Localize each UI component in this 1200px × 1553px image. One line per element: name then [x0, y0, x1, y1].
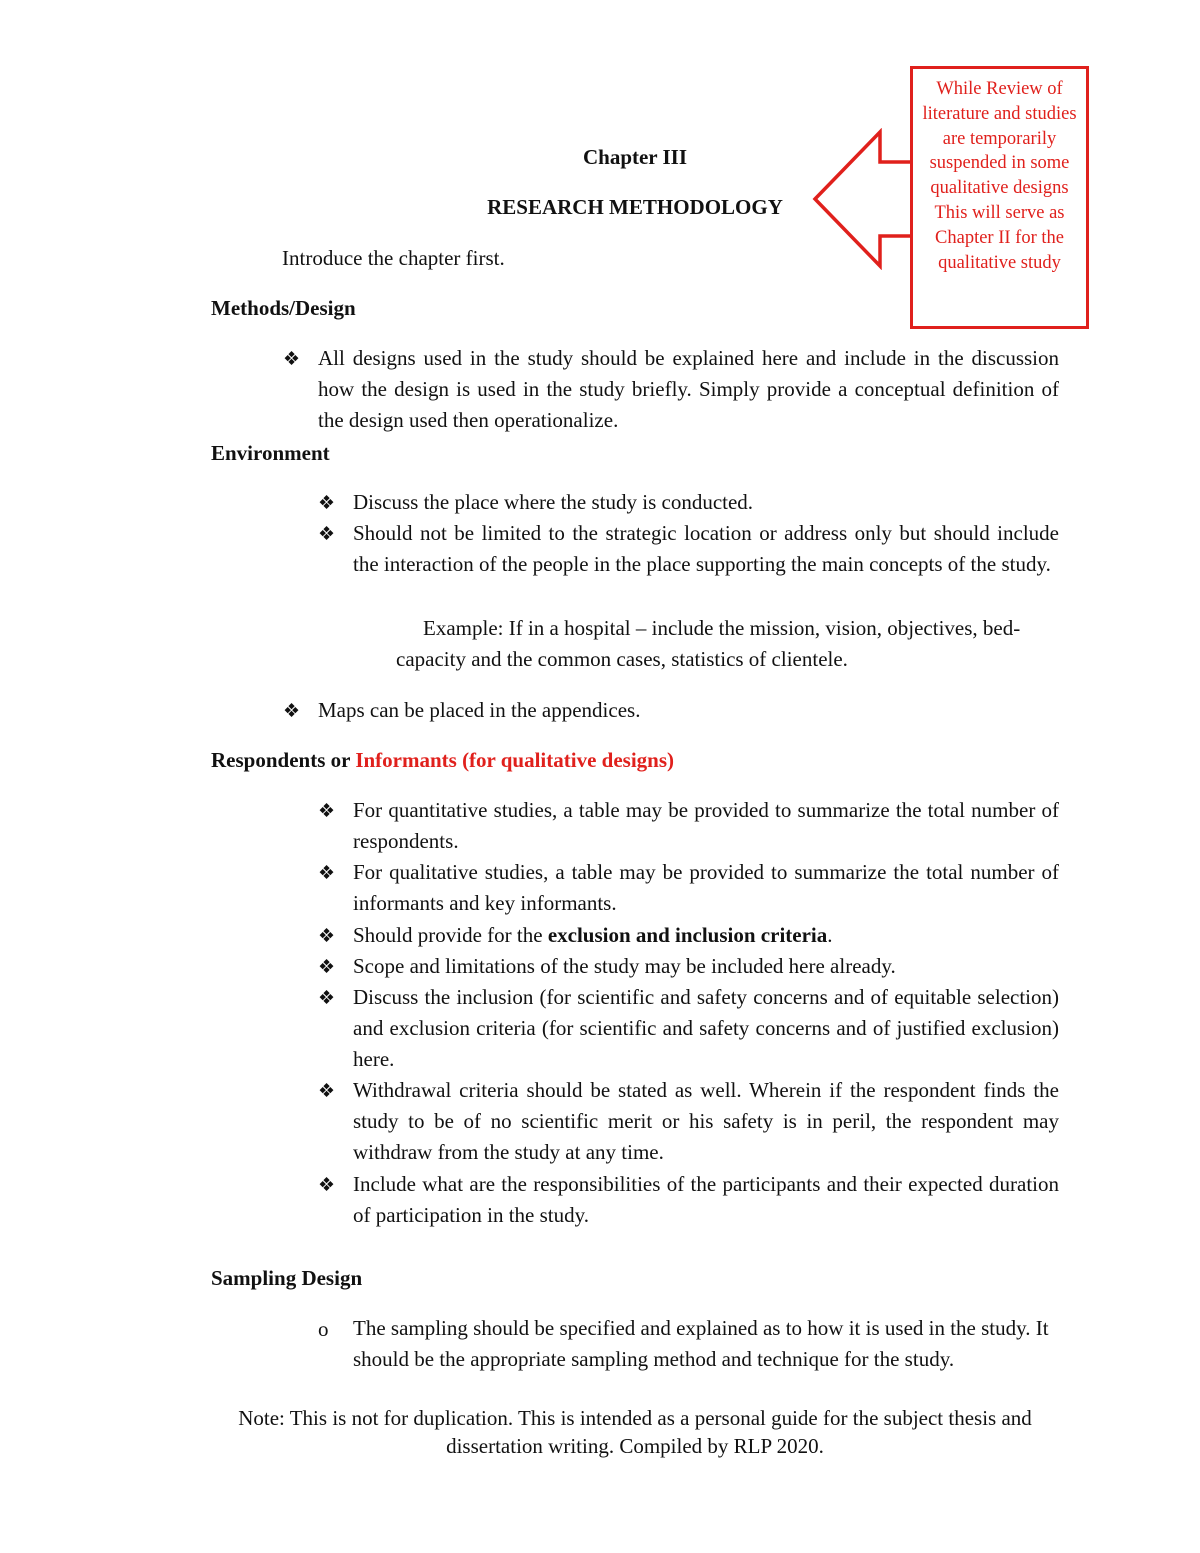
respondents-item-3: Scope and limitations of the study may be included here already. — [353, 954, 896, 978]
callout-text: While Review of literature and studies are temporarily suspended in some qualitative designs This will serve as Chapter II for the qualitative study — [922, 79, 1077, 273]
criteria-bold: exclusion and inclusion criteria — [547, 923, 828, 947]
respondents-item-6: Include what are the responsibilities of the participants and their expected duration of participation in the study. — [353, 1172, 1059, 1227]
criteria-suffix: . — [827, 923, 833, 947]
callout-box — [910, 66, 1089, 329]
respondents-criteria-item — [353, 920, 1059, 951]
diamond-bullet-icon: ❖ — [318, 926, 336, 947]
callout-arrow-icon — [812, 128, 916, 270]
environment-item-1: Discuss the place where the study is conducted. — [353, 490, 754, 514]
methods-item-1: All designs used in the study should be explained here and include in the discussion how the design is used in the study briefly. Simply provide a conceptual definition of the design used then operationalize. — [318, 346, 1059, 432]
respondents-item-4: Discuss the inclusion (for scientific and safety concerns and of equitable selection) and exclusion criteria (for scientific and safety concerns and of justified exclusion) here. — [353, 985, 1059, 1071]
environment-example: Example: If in a hospital – include the mission, vision, objectives, bed-capacity and the common cases, statistics of clientele. — [396, 616, 1021, 671]
respondents-item-1: For quantitative studies, a table may be provided to summarize the total number of respondents. — [353, 798, 1059, 853]
diamond-bullet-icon: ❖ — [318, 524, 336, 545]
respondents-item-5: Withdrawal criteria should be stated as well. Wherein if the respondent finds the study to be of no scientific merit or his safety is in peril, the respondent may withdraw from the study at any time. — [353, 1078, 1059, 1164]
section-heading-environment: Environment — [211, 441, 330, 465]
criteria-prefix: Should provide for the — [353, 923, 543, 947]
respondents-item-2: For qualitative studies, a table may be provided to summarize the total number of informants and key informants. — [353, 860, 1059, 915]
diamond-bullet-icon: ❖ — [283, 349, 301, 370]
respondents-heading-text: Respondents or — [211, 748, 351, 772]
diamond-bullet-icon: ❖ — [318, 863, 336, 884]
environment-item-2: Should not be limited to the strategic location or address only but should include the interaction of the people in the place supporting the main concepts of the study. — [353, 521, 1059, 576]
diamond-bullet-icon: ❖ — [318, 493, 336, 514]
diamond-bullet-icon: ❖ — [318, 1081, 336, 1102]
footer-note: Note: This is not for duplication. This is intended as a personal guide for the subject thesis and dissertation writing. Compiled by RLP 2020. — [238, 1406, 1032, 1458]
sampling-item-1: The sampling should be specified and explained as to how it is used in the study. It should be the appropriate sampling method and technique for the study. — [353, 1316, 1049, 1371]
chapter-title: RESEARCH METHODOLOGY — [487, 195, 783, 219]
section-heading-respondents — [211, 745, 674, 776]
diamond-bullet-icon: ❖ — [283, 701, 301, 722]
informants-heading-text: Informants (for qualitative designs) — [355, 748, 675, 772]
chapter-label: Chapter III — [582, 145, 688, 169]
diamond-bullet-icon: ❖ — [318, 957, 336, 978]
diamond-bullet-icon: ❖ — [318, 801, 336, 822]
diamond-bullet-icon: ❖ — [318, 988, 336, 1009]
circle-bullet-icon: o — [318, 1317, 329, 1341]
section-heading-sampling: Sampling Design — [211, 1266, 363, 1290]
diamond-bullet-icon: ❖ — [318, 1175, 336, 1196]
environment-maps-item: Maps can be placed in the appendices. — [318, 698, 641, 722]
chapter-intro: Introduce the chapter first. — [282, 246, 505, 270]
section-heading-methods: Methods/Design — [211, 296, 356, 320]
